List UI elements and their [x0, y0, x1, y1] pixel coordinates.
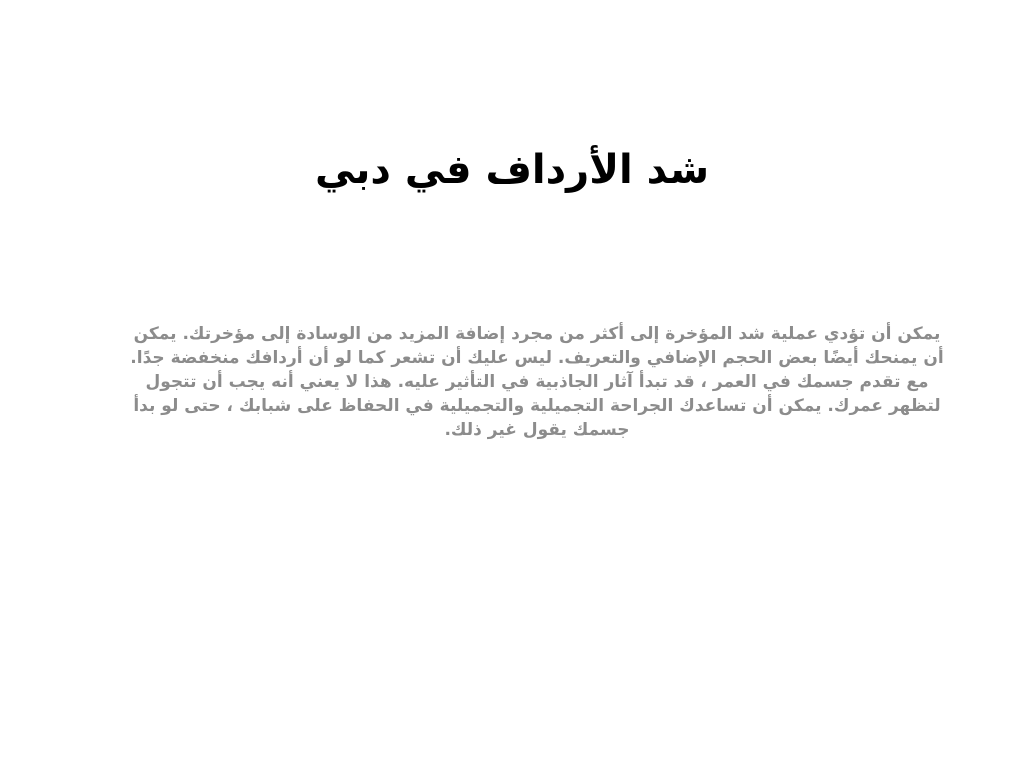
slide-body-text: يمكن أن تؤدي عملية شد المؤخرة إلى أكثر من مجرد إضافة المزيد من الوسادة إلى مؤخرتك. يمكن أن يمنحك أيضًا بعض الحجم الإضافي والتعريف. ليس عليك أن تشعر كما لو أن أردافك منخفضة جدًا. مع تقدم جسمك في العمر ، قد تبدأ آثار الجاذبية في التأثير عليه. هذا لا يعني أنه يجب أن تتجول لتظهر عمرك. يمكن أن تساعدك الجراحة التجميلية والتجميلية في الحفاظ على شبابك ، حتى لو بدأ جسمك يقول غير ذلك.	[130, 324, 944, 440]
slide-title: شد الأرداف في دبي	[314, 147, 710, 193]
